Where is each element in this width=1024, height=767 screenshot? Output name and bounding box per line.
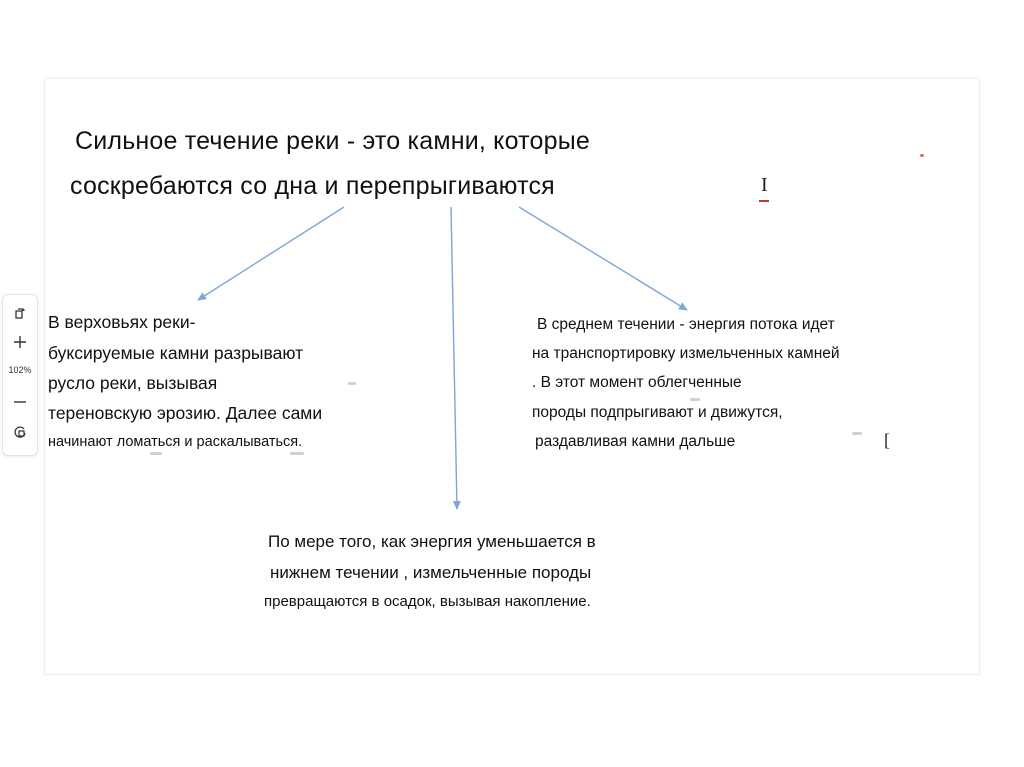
scan-artifact [150,452,162,455]
title-line-1: Сильное течение реки - это камни, которые [75,127,590,155]
middle-course-line-5: раздавливая камни дальше [535,433,736,450]
middle-course-line-1: В среднем течении - энергия потока идет [537,316,835,333]
arrow-to-upper-course [198,207,344,300]
upper-course-line-5: начинают ломаться и раскалываться. [48,434,303,450]
scan-artifact [348,382,356,385]
upper-course-line-3: русло реки, вызывая [48,373,218,393]
middle-course-text [532,316,932,456]
upper-course-line-2: буксируемые камни разрывают [48,343,304,363]
middle-course-line-2: на транспортировку измельченных камней [532,345,840,362]
scan-artifact [852,432,862,435]
lower-course-line-2: нижнем течении , измельченные породы [270,563,592,582]
title-line-2: соскребаются со дна и перепрыгиваются [70,172,555,200]
zoom-in-button[interactable] [3,329,37,355]
rotate-icon [13,307,27,321]
plus-icon [13,335,27,349]
upper-course-text [48,312,388,462]
arrow-to-middle-course [519,207,687,310]
minus-icon [13,395,27,409]
text-cursor-icon: I [761,174,768,196]
scan-artifact [920,154,924,157]
arrow-to-lower-course [451,207,457,509]
reset-view-button[interactable] [3,419,37,445]
bracket-cursor-icon: [ [884,430,890,450]
upper-course-line-1: В верховьях реки- [48,312,196,332]
zoom-level-label: 102% [8,365,32,375]
upper-course-line-4: тереновскую эрозию. Далее сами [48,403,323,423]
rotate-button[interactable] [3,301,37,327]
zoom-out-button[interactable] [3,389,37,415]
scan-artifact [690,398,700,401]
lower-course-line-1: По мере того, как энергия уменьшается в [268,532,596,551]
lower-course-text [264,532,744,622]
middle-course-line-4: породы подпрыгивают и движутся, [532,404,783,421]
middle-course-line-3: . В этот момент облегченные [532,374,742,391]
reset-view-icon [13,425,27,439]
lower-course-line-3: превращаются в осадок, вызывая накопление. [264,593,591,610]
zoom-toolbar [2,294,38,456]
scan-artifact [290,452,304,455]
